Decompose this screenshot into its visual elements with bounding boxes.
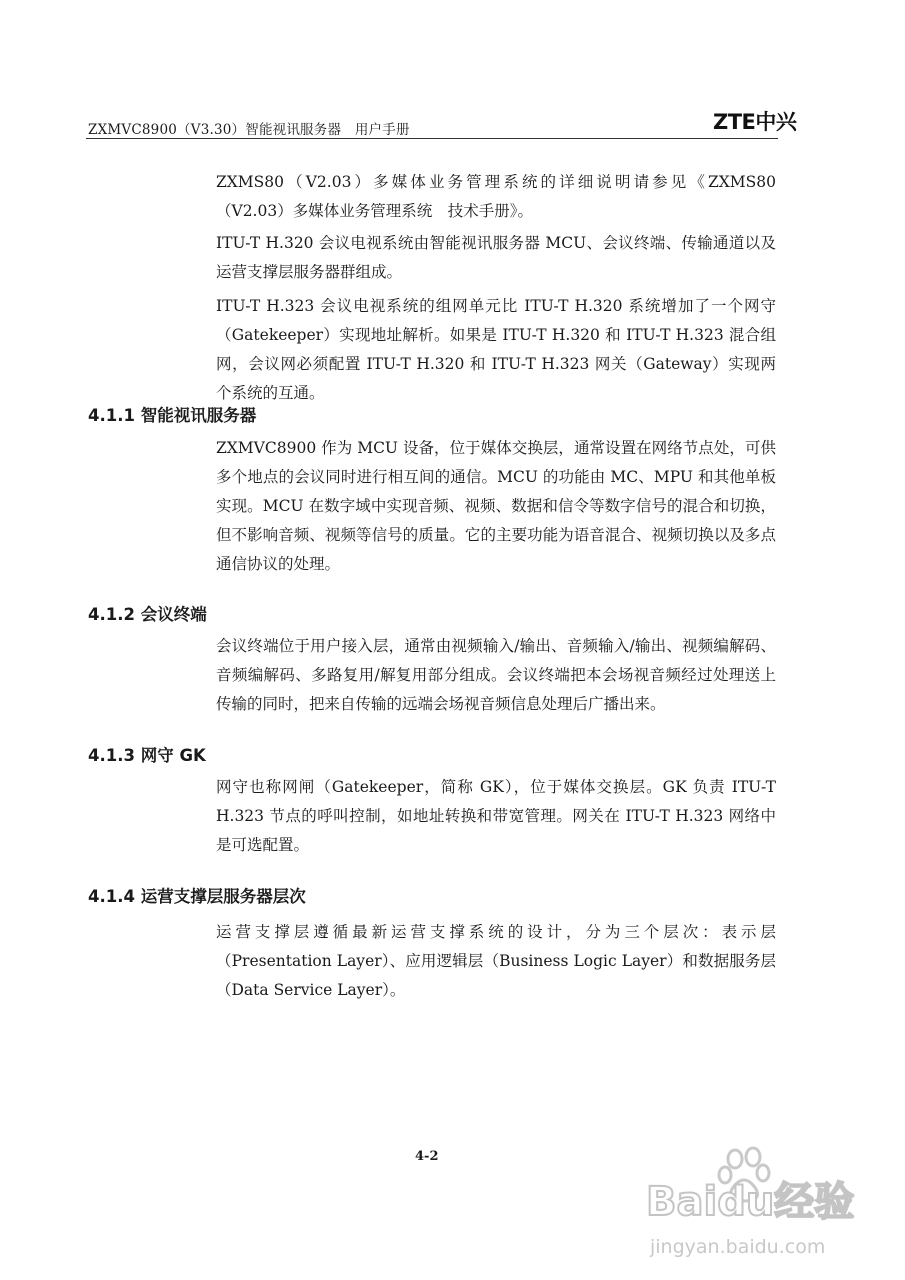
section-heading-4-1-3: 4.1.3 网守 GK	[88, 746, 206, 765]
intro-paragraph-2: ITU-T H.320 会议电视系统由智能视讯服务器 MCU、会议终端、传输通道以及运营支撑层服务器群组成。	[216, 234, 776, 281]
section-body-4-1-3: 网守也称网闸（Gatekeeper，简称 GK），位于媒体交换层。GK 负责 ITU-T H.323 节点的呼叫控制，如地址转换和带宽管理。网关在 ITU-T H.323 网络中是可选配置。	[216, 778, 776, 854]
section-heading-4-1-4: 4.1.4 运营支撑层服务器层次	[88, 887, 306, 906]
zte-logo: ZTE中兴	[713, 110, 797, 134]
header-divider	[86, 138, 778, 139]
baidu-jingyan-watermark	[640, 1145, 870, 1270]
watermark-url: jingyan.baidu.com	[650, 1236, 826, 1258]
section-body-4-1-1: ZXMVC8900 作为 MCU 设备，位于媒体交换层，通常设置在网络节点处，可供多个地点的会议同时进行相互间的通信。MCU 的功能由 MC、MPU 和其他单板实现。MCU 在数字域中实现音频、视频、数据和信令等数字信号的混合和切换，但不影响音频、视频等信号的质量。它的主要功能为语音混合、视频切换以及多点通信协议的处理。	[216, 439, 776, 573]
section-body-4-1-2: 会议终端位于用户接入层，通常由视频输入/输出、音频输入/输出、视频编解码、音频编解码、多路复用/解复用部分组成。会议终端把本会场视音频经过处理送上传输的同时，把来自传输的远端会场视音频信息处理后广播出来。	[216, 637, 776, 713]
watermark-brand: Baidu经验	[646, 1179, 855, 1225]
intro-paragraph-1: ZXMS80（V2.03）多媒体业务管理系统的详细说明请参见《ZXMS80（V2.03）多媒体业务管理系统 技术手册》。	[216, 173, 776, 220]
section-heading-4-1-2: 4.1.2 会议终端	[88, 605, 207, 624]
section-heading-4-1-1: 4.1.1 智能视讯服务器	[88, 406, 257, 425]
document-header-title: ZXMVC8900（V3.30）智能视讯服务器 用户手册	[88, 122, 410, 138]
intro-paragraph-3: ITU-T H.323 会议电视系统的组网单元比 ITU-T H.320 系统增加了一个网守（Gatekeeper）实现地址解析。如果是 ITU-T H.320 和 ITU-T H.323 混合组网，会议网必须配置 ITU-T H.320 和 ITU-T H.323 网关（Gateway）实现两个系统的互通。	[216, 297, 776, 402]
section-body-4-1-4: 运营支撑层遵循最新运营支撑系统的设计，分为三个层次：表示层（Presentation Layer）、应用逻辑层（Business Logic Layer）和数据服务层（Data Service Layer）。	[216, 923, 776, 999]
page-number: 4-2	[415, 1149, 439, 1164]
